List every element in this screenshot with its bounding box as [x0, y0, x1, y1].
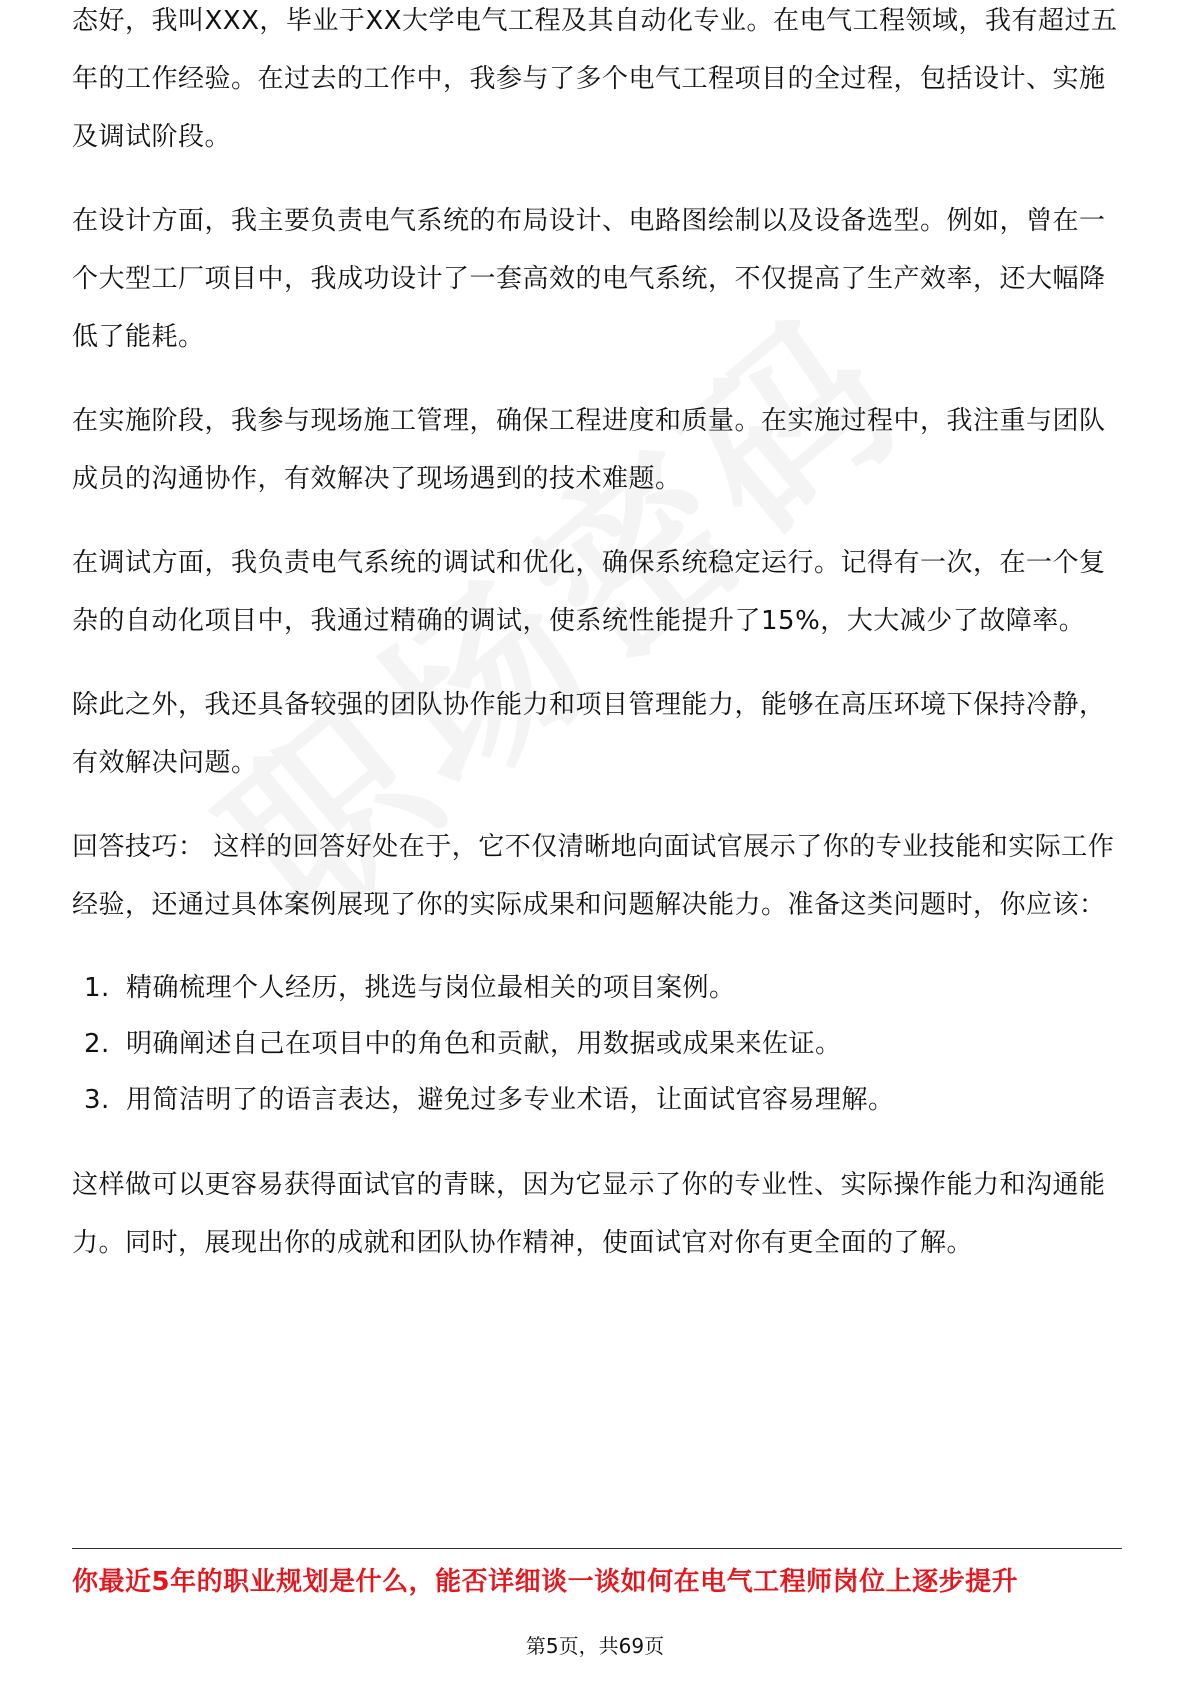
- list-item: [72, 1072, 1122, 1128]
- list-item-number: 1.: [84, 973, 110, 1003]
- paragraph-debugging: 在调试方面，我负责电气系统的调试和优化，确保系统稳定运行。记得有一次，在一个复杂的自动化项目中，我通过精确的调试，使系统性能提升了15%，大大减少了故障率。: [72, 548, 1106, 636]
- answer-body: [72, 6, 1122, 1298]
- list-item-number: 2.: [84, 1029, 110, 1059]
- list-item-text: 精确梳理个人经历，挑选与岗位最相关的项目案例。: [126, 973, 736, 1003]
- section-divider: [72, 1548, 1122, 1549]
- paragraph-intro: 态好，我叫XXX，毕业于XX大学电气工程及其自动化专业。在电气工程领域，我有超过五年的工作经验。在过去的工作中，我参与了多个电气工程项目的全过程，包括设计、实施及调试阶段。: [72, 6, 1118, 152]
- paragraph-conclusion: 这样做可以更容易获得面试官的青睐，因为它显示了你的专业性、实际操作能力和沟通能力。同时，展现出你的成就和团队协作精神，使面试官对你有更全面的了解。: [72, 1170, 1106, 1258]
- paragraph-design: 在设计方面，我主要负责电气系统的布局设计、电路图绘制以及设备选型。例如，曾在一个大型工厂项目中，我成功设计了一套高效的电气系统，不仅提高了生产效率，还大幅降低了能耗。: [72, 206, 1106, 352]
- page-number: 第5页，共69页: [525, 1634, 665, 1658]
- list-item-text: 明确阐述自己在项目中的角色和贡献，用数据或成果来佐证。: [126, 1029, 842, 1059]
- list-item-number: 3.: [84, 1085, 110, 1115]
- list-item: [72, 960, 1122, 1016]
- tips-list: [72, 960, 1122, 1128]
- paragraph-implementation: 在实施阶段，我参与现场施工管理，确保工程进度和质量。在实施过程中，我注重与团队成员的沟通协作，有效解决了现场遇到的技术难题。: [72, 406, 1106, 494]
- list-item: [72, 1016, 1122, 1072]
- next-question-heading: 你最近5年的职业规划是什么，能否详细谈一谈如何在电气工程师岗位上逐步提升: [72, 1567, 1019, 1597]
- paragraph-other-skills: 除此之外，我还具备较强的团队协作能力和项目管理能力，能够在高压环境下保持冷静，有效解决问题。: [72, 690, 1106, 778]
- paragraph-answer-tips: 回答技巧： 这样的回答好处在于，它不仅清晰地向面试官展示了你的专业技能和实际工作经验，还通过具体案例展现了你的实际成果和问题解决能力。准备这类问题时，你应该：: [72, 832, 1115, 920]
- list-item-text: 用简洁明了的语言表达，避免过多专业术语，让面试官容易理解。: [126, 1085, 895, 1115]
